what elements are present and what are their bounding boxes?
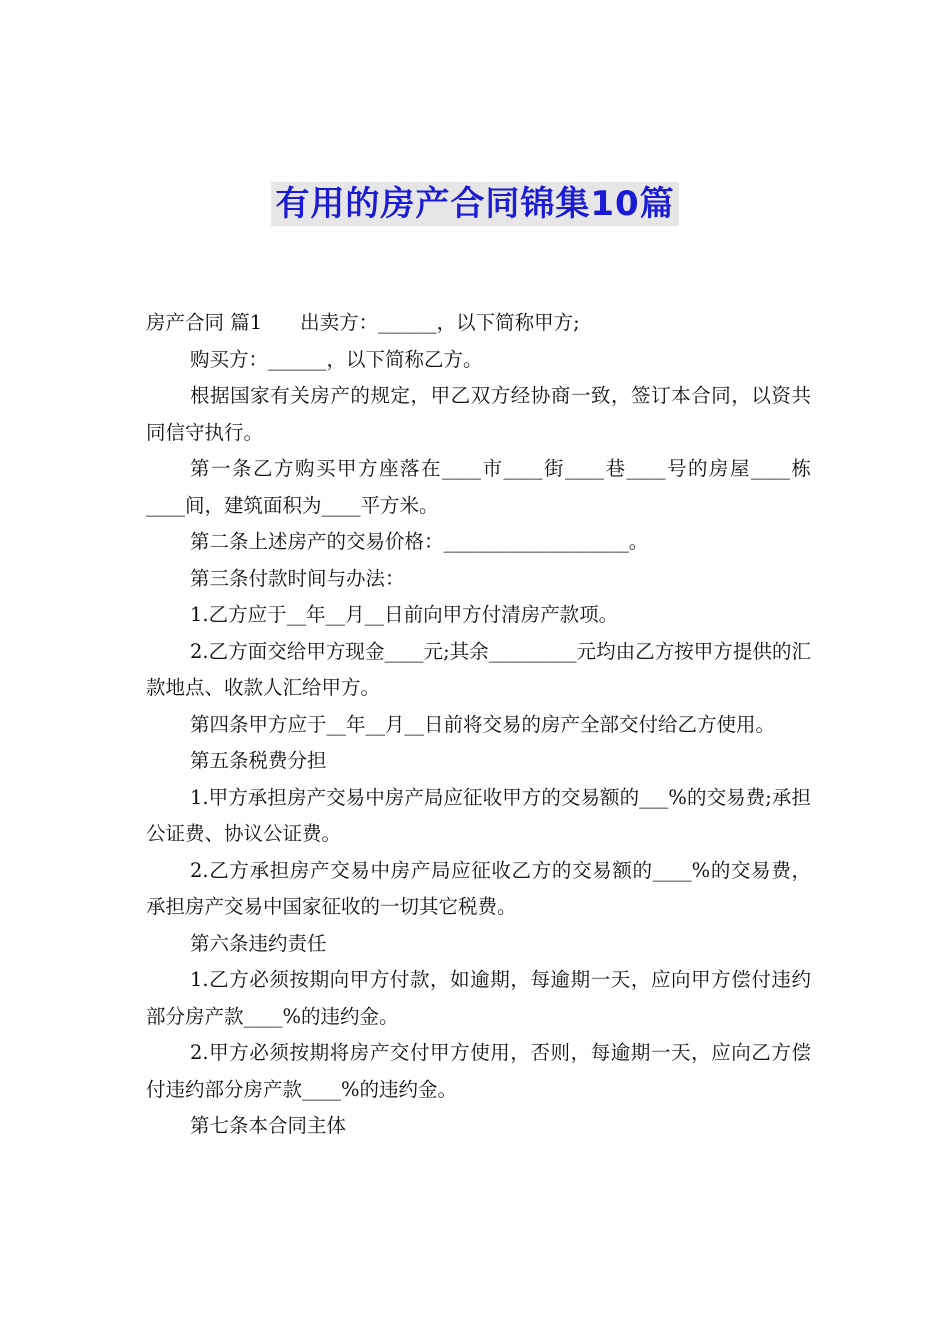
- section-heading-label: 房产合同 篇1: [146, 311, 263, 334]
- paragraph: 1.甲方承担房产交易中房产局应征收甲方的交易额的___%的交易费;承担公证费、协议公证费。: [146, 785, 811, 845]
- paragraph: 第五条税费分担: [190, 749, 327, 772]
- paragraph: 第二条上述房产的交易价格：___________________。: [190, 530, 649, 553]
- paragraph: 第六条违约责任: [190, 931, 327, 955]
- paragraph-text: 出卖方：______，以下简称甲方;: [300, 311, 580, 334]
- document-title: [0, 176, 950, 225]
- paragraph: 1.乙方必须按期向甲方付款，如逾期，每逾期一天，应向甲方偿付违约部分房产款____%的违约金。: [146, 968, 811, 1028]
- document-body: [146, 305, 811, 1145]
- paragraph: 1.乙方应于__年__月__日前向甲方付清房产款项。: [190, 603, 619, 626]
- paragraph: 第三条付款时间与办法：: [190, 566, 405, 590]
- paragraph: 2.乙方面交给甲方现金____元;其余_________元均由乙方按甲方提供的汇款地点、收款人汇给甲方。: [146, 639, 811, 699]
- paragraph: 第四条甲方应于__年__月__日前将交易的房产全部交付给乙方使用。: [190, 712, 776, 736]
- paragraph: 2.乙方承担房产交易中房产局应征收乙方的交易额的____%的交易费，承担房产交易中国家征收的一切其它税费。: [146, 858, 811, 918]
- paragraph: 购买方：______，以下简称乙方。: [190, 347, 483, 371]
- paragraph: 2.甲方必须按期将房产交付甲方使用，否则，每逾期一天，应向乙方偿付违约部分房产款____%的违约金。: [146, 1041, 811, 1101]
- paragraph: 第七条本合同主体: [190, 1114, 347, 1137]
- paragraph: [146, 305, 811, 342]
- document-title-text: 有用的房产合同锦集10篇: [271, 182, 678, 226]
- paragraph: 第一条乙方购买甲方座落在____市____街____巷____号的房屋____栋____间，建筑面积为____平方米。: [146, 457, 811, 517]
- paragraph: 根据国家有关房产的规定，甲乙双方经协商一致，签订本合同，以资共同信守执行。: [146, 384, 811, 444]
